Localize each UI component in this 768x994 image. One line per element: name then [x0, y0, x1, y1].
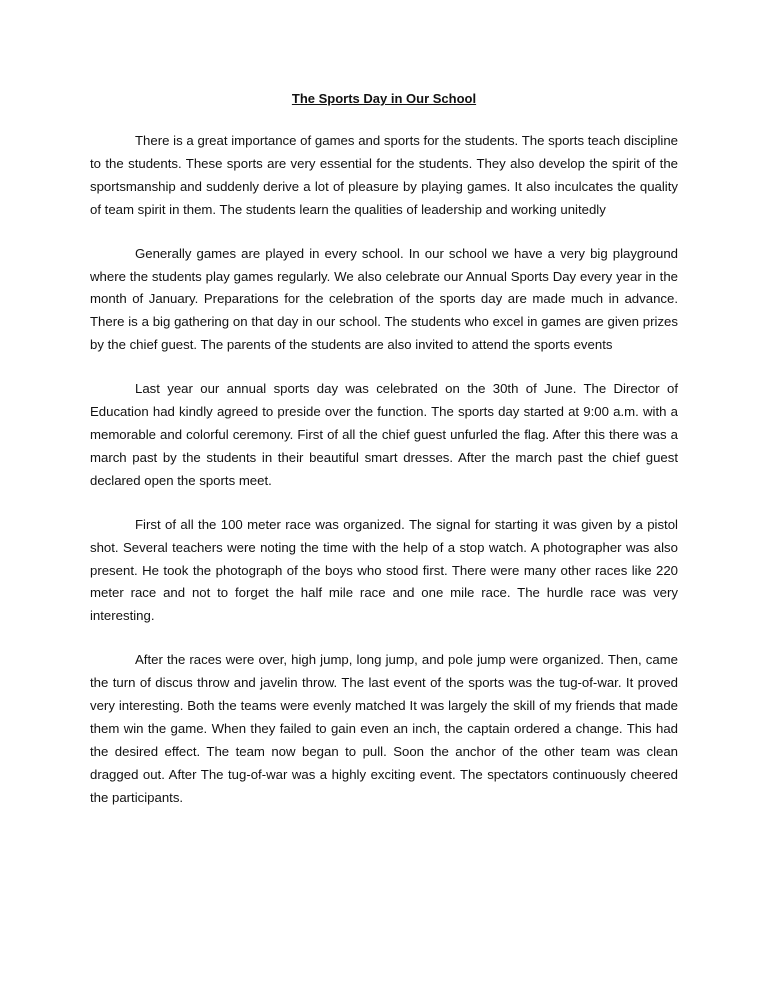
paragraph-field-events-tug-of-war: After the races were over, high jump, long jump, and pole jump were organized. Then, came the turn of discus throw and javelin throw. The last event of the sports was the tug-of-war. It proved very interesting. Both the teams were evenly matched It was largely the skill of my friends that made them win the game. When they failed to gain even an inch, the captain ordered a change. This had the desired effect. The team now began to pull. Soon the anchor of the other team was clean dragged out. After The tug-of-war was a highly exciting event. The spectators continuously cheered the participants. [90, 652, 678, 805]
paragraph-last-year-sports-day: Last year our annual sports day was celebrated on the 30th of June. The Director of Education had kindly agreed to preside over the function. The sports day started at 9:00 a.m. with a memorable and colorful ceremony. First of all the chief guest unfurled the flag. After this there was a march past by the students in their beautiful smart dresses. After the march past the chief guest declared open the sports meet. [90, 381, 678, 488]
paragraph-races: First of all the 100 meter race was organized. The signal for starting it was given by a pistol shot. Several teachers were noting the time with the help of a stop watch. A photographer was also present. He took the photograph of the boys who stood first. There were many other races like 220 meter race and not to forget the half mile race and one mile race. The hurdle race was very interesting. [90, 516, 678, 624]
paragraph-importance-of-sports: There is a great importance of games and sports for the students. The sports teach discipline to the students. These sports are very essential for the students. They also develop the spirit of the sportsmanship and suddenly derive a lot of pleasure by playing games. It also inculcates the quality of team spirit in them. The students learn the qualities of leadership and working unitedly [90, 133, 678, 217]
document-page [90, 88, 678, 831]
paragraph-school-games: Generally games are played in every school. In our school we have a very big playground where the students play games regularly. We also celebrate our Annual Sports Day every year in the month of January. Preparations for the celebration of the sports day are made much in advance. There is a big gathering on that day in our school. The students who excel in games are given prizes by the chief guest. The parents of the students are also invited to attend the sports events [90, 245, 678, 353]
document-title: The Sports Day in Our School [291, 91, 477, 106]
